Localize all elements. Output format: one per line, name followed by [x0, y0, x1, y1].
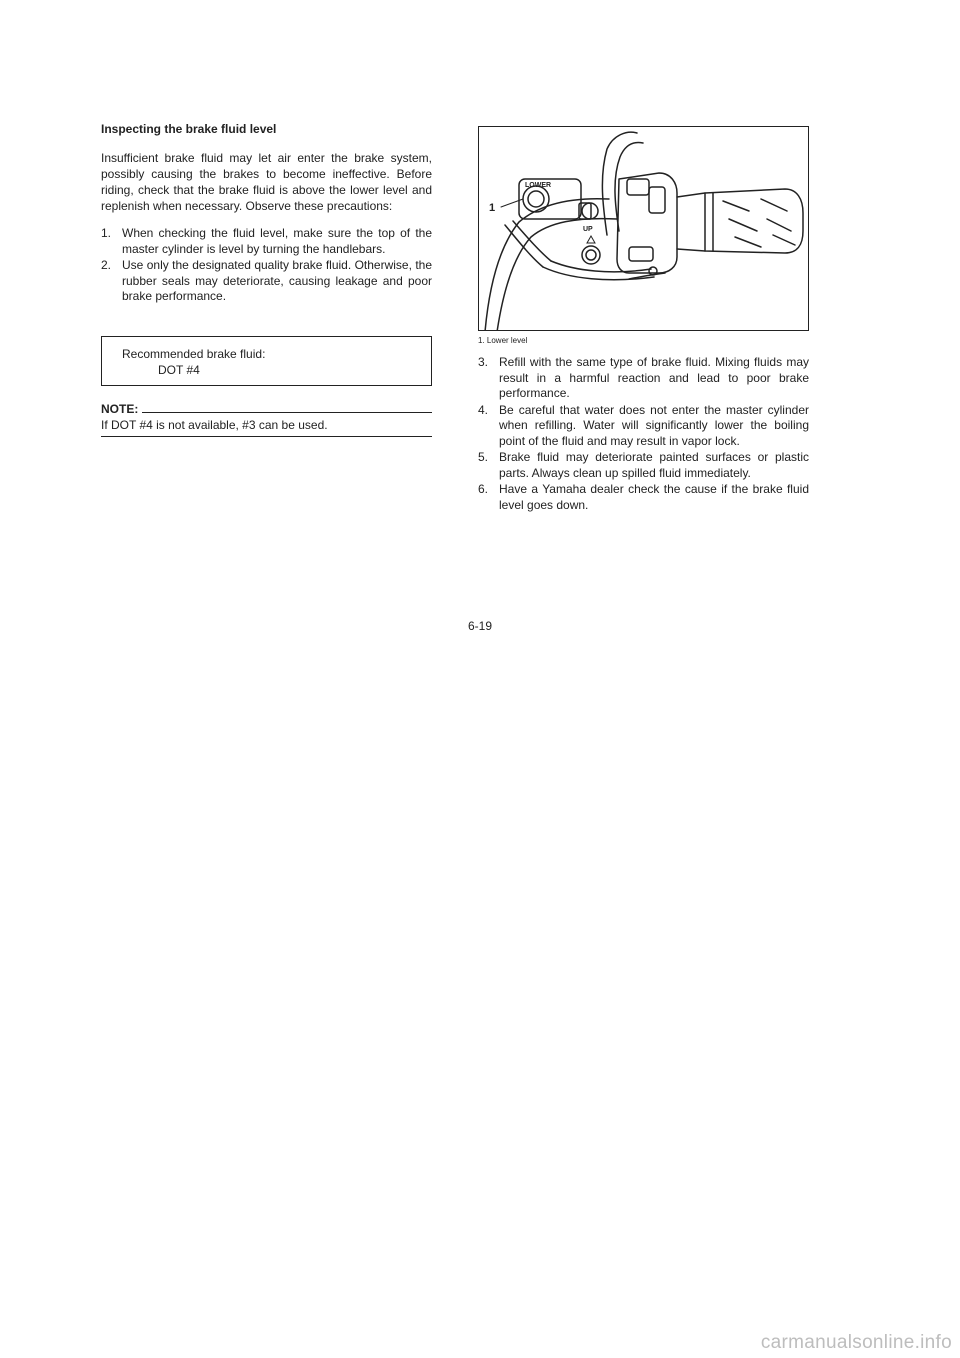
handlebar-illustration	[479, 127, 809, 331]
figure-caption: 1. Lower level	[478, 336, 528, 345]
note-heading-row	[101, 402, 432, 416]
list-item	[478, 403, 809, 450]
list-item	[101, 258, 432, 305]
step-text: Refill with the same type of brake fluid. Mixing fluids may result in a harmful reaction and lead to poor brake performance.	[499, 355, 809, 400]
list-item	[478, 450, 809, 481]
step-number: 5.	[478, 450, 489, 464]
intro-paragraph: Insufficient brake fluid may let air enter the brake system, possibly causing the brakes to become ineffective. Before riding, check that the brake fluid is above the lower level and replenish when necessary. Observe these precautions:	[101, 151, 432, 213]
note-block	[101, 402, 432, 437]
step-number: 3.	[478, 355, 489, 369]
step-text: Use only the designated quality brake fluid. Otherwise, the rubber seals may deteriorate, causing leakage and poor brake performance.	[122, 258, 432, 303]
step-text: Be careful that water does not enter the master cylinder when refilling. Water will significantly lower the boiling point of the fluid and may result in vapor lock.	[499, 402, 809, 448]
list-item	[101, 226, 432, 257]
step-number: 6.	[478, 482, 489, 496]
spec-value: DOT #4	[158, 362, 200, 377]
step-text: Have a Yamaha dealer check the cause if the brake fluid level goes down.	[499, 482, 809, 512]
page-number: 6-19	[467, 619, 493, 633]
step-text: Brake fluid may deteriorate painted surfaces or plastic parts. Always clean up spilled fluid immediately.	[499, 450, 809, 480]
handlebar-figure	[478, 126, 809, 331]
step-number: 2.	[101, 258, 112, 272]
callout-number: 1	[489, 202, 496, 214]
step-number: 4.	[478, 402, 489, 417]
list-item	[478, 355, 809, 402]
note-text: If DOT #4 is not available, #3 can be used.	[101, 417, 432, 437]
watermark: carmanualsonline.info	[760, 1332, 952, 1353]
spec-label: Recommended brake fluid:	[122, 346, 266, 361]
lower-mark-label: LOWER	[525, 182, 552, 189]
step-number: 1.	[101, 226, 112, 240]
section-title: Inspecting the brake fluid level	[101, 122, 277, 136]
list-item	[478, 482, 809, 513]
step-text: When checking the fluid level, make sure the top of the master cylinder is level by turning the handlebars.	[122, 226, 432, 256]
note-heading: NOTE:	[101, 401, 139, 416]
steps-list-left	[101, 226, 432, 305]
up-arrow-icon	[587, 236, 595, 243]
up-mark-label: UP	[583, 226, 593, 233]
right-column	[478, 126, 809, 514]
left-column	[101, 122, 432, 437]
spec-box	[101, 336, 432, 386]
note-rule	[142, 412, 432, 413]
steps-list-right	[478, 355, 809, 513]
